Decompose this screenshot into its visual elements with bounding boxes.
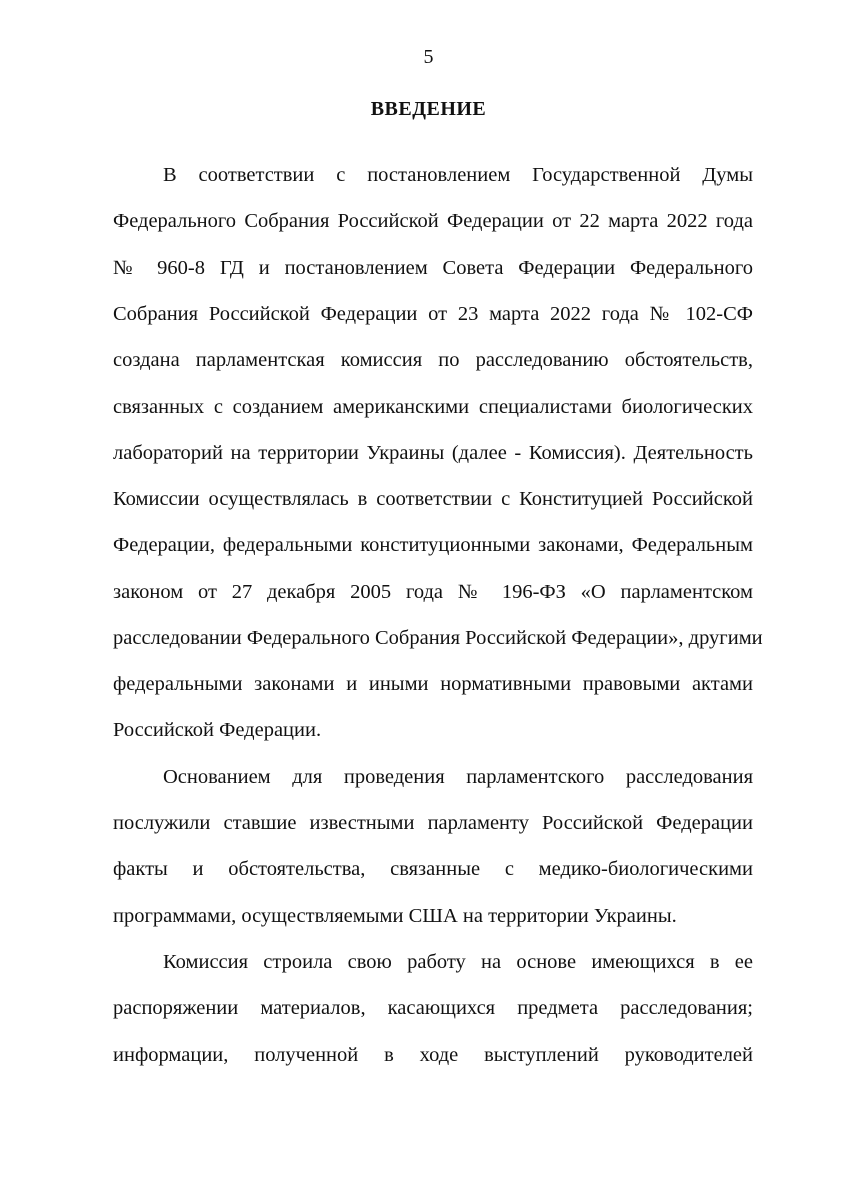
text-line: Комиссии осуществлялась в соответствии с Конституцией Российской: [113, 488, 753, 510]
text-line: лабораторий на территории Украины (далее - Комиссия). Деятельность: [113, 442, 753, 464]
text-line: Российской Федерации.: [113, 719, 322, 741]
text-line: распоряжении материалов, касающихся предмета расследования;: [113, 997, 753, 1019]
text-line: законом от 27 декабря 2005 года № 196-ФЗ «О парламентском: [113, 581, 753, 603]
text-line: В соответствии с постановлением Государственной Думы: [163, 164, 753, 186]
section-title: ВВЕДЕНИЕ: [370, 98, 487, 120]
text-line: № 960-8 ГД и постановлением Совета Федерации Федерального: [113, 257, 753, 279]
text-line: Собрания Российской Федерации от 23 марта 2022 года № 102-СФ: [113, 303, 753, 325]
text-line: программами, осуществляемыми США на территории Украины.: [113, 905, 677, 927]
text-line: факты и обстоятельства, связанные с медико-биологическими: [113, 858, 753, 880]
text-line: Основанием для проведения парламентского расследования: [163, 766, 753, 788]
text-line: Федерального Собрания Российской Федерации от 22 марта 2022 года: [113, 210, 753, 232]
text-line: связанных с созданием американскими специалистами биологических: [113, 396, 753, 418]
text-line: федеральными законами и иными нормативными правовыми актами: [113, 673, 753, 695]
text-line: Федерации, федеральными конституционными законами, Федеральным: [113, 534, 753, 556]
text-line: Комиссия строила свою работу на основе имеющихся в ее: [163, 951, 753, 973]
text-line: информации, полученной в ходе выступлений руководителей: [113, 1044, 753, 1066]
text-line: создана парламентская комиссия по расследованию обстоятельств,: [113, 349, 753, 371]
page-number: 5: [423, 46, 434, 68]
text-line: послужили ставшие известными парламенту Российской Федерации: [113, 812, 753, 834]
text-line: расследовании Федерального Собрания Российской Федерации», другими: [113, 627, 763, 649]
